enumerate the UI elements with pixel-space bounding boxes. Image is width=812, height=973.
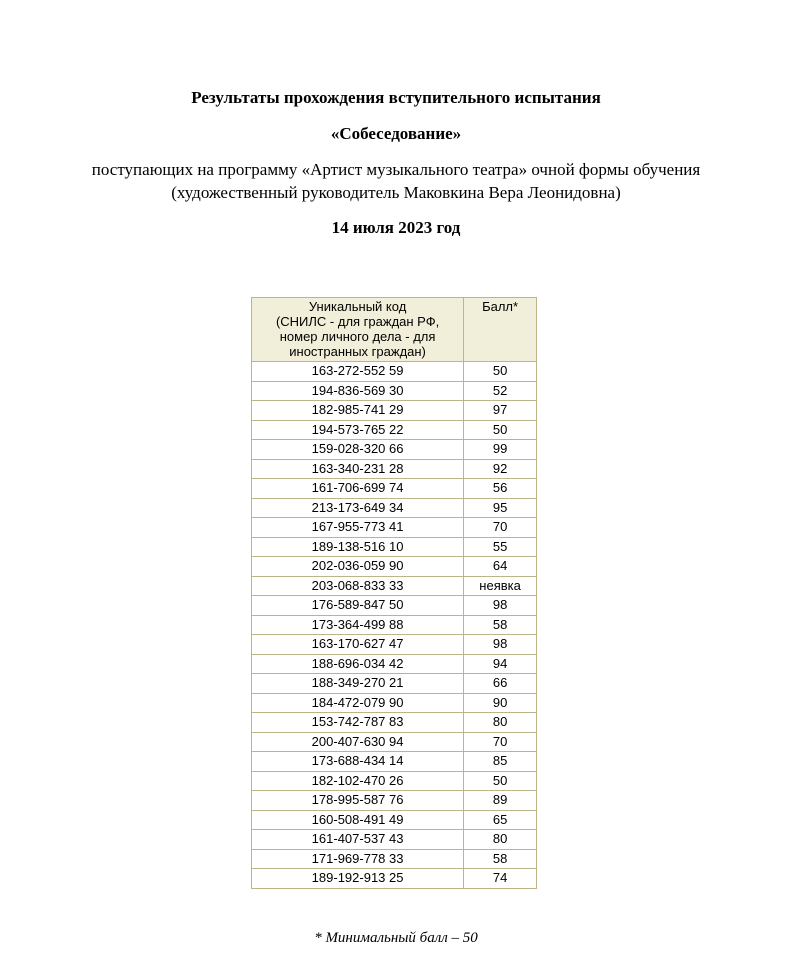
applicant-code-cell: 153-742-787 83 <box>252 713 464 733</box>
score-cell: 58 <box>464 615 537 635</box>
score-cell: 80 <box>464 713 537 733</box>
table-row <box>252 557 537 577</box>
applicant-code-cell: 176-589-847 50 <box>252 596 464 616</box>
header-code-line: (СНИЛС - для граждан РФ, <box>275 314 440 329</box>
table-row <box>252 849 537 869</box>
applicant-code-cell: 189-192-913 25 <box>252 869 464 889</box>
applicant-code-cell: 161-706-699 74 <box>252 479 464 499</box>
applicant-code-cell: 188-696-034 42 <box>252 654 464 674</box>
score-cell: 66 <box>464 674 537 694</box>
score-cell: 58 <box>464 849 537 869</box>
table-row <box>252 810 537 830</box>
score-cell: 74 <box>464 869 537 889</box>
score-cell: 50 <box>464 362 537 382</box>
score-cell: 80 <box>464 830 537 850</box>
table-row <box>252 537 537 557</box>
column-header-code <box>252 298 464 362</box>
score-cell: 65 <box>464 810 537 830</box>
applicant-code-cell: 173-688-434 14 <box>252 752 464 772</box>
table-row <box>252 635 537 655</box>
score-cell: 70 <box>464 732 537 752</box>
table-row <box>252 791 537 811</box>
applicant-code-cell: 171-969-778 33 <box>252 849 464 869</box>
table-row <box>252 596 537 616</box>
applicant-code-cell: 194-573-765 22 <box>252 420 464 440</box>
applicant-code-cell: 160-508-491 49 <box>252 810 464 830</box>
score-cell: 98 <box>464 596 537 616</box>
applicant-code-cell: 163-340-231 28 <box>252 459 464 479</box>
applicant-code-cell: 194-836-569 30 <box>252 381 464 401</box>
applicant-code-cell: 163-170-627 47 <box>252 635 464 655</box>
score-cell: 97 <box>464 401 537 421</box>
table-row <box>252 615 537 635</box>
score-cell: 94 <box>464 654 537 674</box>
program-subtitle: поступающих на программу «Артист музыкального театра» очной формы обучения <box>91 160 701 179</box>
score-cell: 52 <box>464 381 537 401</box>
table-row <box>252 752 537 772</box>
applicant-code-cell: 202-036-059 90 <box>252 557 464 577</box>
header-code-line: иностранных граждан) <box>289 344 426 359</box>
table-row <box>252 498 537 518</box>
score-cell: 70 <box>464 518 537 538</box>
applicant-code-cell: 203-068-833 33 <box>252 576 464 596</box>
table-row <box>252 479 537 499</box>
table-row <box>252 869 537 889</box>
table-row <box>252 440 537 460</box>
results-table-body <box>252 362 537 889</box>
results-table <box>251 297 537 889</box>
applicant-code-cell: 184-472-079 90 <box>252 693 464 713</box>
score-cell: 50 <box>464 420 537 440</box>
table-row <box>252 713 537 733</box>
applicant-code-cell: 167-955-773 41 <box>252 518 464 538</box>
header-code-line: Уникальный код <box>308 299 407 314</box>
score-cell: 92 <box>464 459 537 479</box>
score-cell: 89 <box>464 791 537 811</box>
applicant-code-cell: 182-985-741 29 <box>252 401 464 421</box>
document-title: Результаты прохождения вступительного испытания <box>191 88 601 107</box>
table-row <box>252 830 537 850</box>
minimum-score-footnote: * Минимальный балл – 50 <box>314 930 478 946</box>
table-row <box>252 674 537 694</box>
column-header-score: Балл* <box>464 298 537 362</box>
applicant-code-cell: 188-349-270 21 <box>252 674 464 694</box>
score-cell: 98 <box>464 635 537 655</box>
table-row <box>252 771 537 791</box>
table-row <box>252 576 537 596</box>
applicant-code-cell: 178-995-587 76 <box>252 791 464 811</box>
score-cell: 50 <box>464 771 537 791</box>
artistic-director: (художественный руководитель Маковкина Вера Леонидовна) <box>171 183 621 202</box>
table-header-row <box>252 298 537 362</box>
score-cell: 55 <box>464 537 537 557</box>
table-row <box>252 362 537 382</box>
table-row <box>252 459 537 479</box>
score-cell: неявка <box>464 576 537 596</box>
score-cell: 64 <box>464 557 537 577</box>
table-row <box>252 518 537 538</box>
exam-date: 14 июля 2023 год <box>331 218 461 237</box>
applicant-code-cell: 173-364-499 88 <box>252 615 464 635</box>
score-cell: 56 <box>464 479 537 499</box>
table-row <box>252 401 537 421</box>
exam-name: «Собеседование» <box>330 124 462 143</box>
score-cell: 99 <box>464 440 537 460</box>
score-cell: 95 <box>464 498 537 518</box>
table-row <box>252 693 537 713</box>
applicant-code-cell: 161-407-537 43 <box>252 830 464 850</box>
score-cell: 85 <box>464 752 537 772</box>
table-row <box>252 732 537 752</box>
table-row <box>252 420 537 440</box>
applicant-code-cell: 163-272-552 59 <box>252 362 464 382</box>
applicant-code-cell: 213-173-649 34 <box>252 498 464 518</box>
applicant-code-cell: 182-102-470 26 <box>252 771 464 791</box>
table-row <box>252 381 537 401</box>
applicant-code-cell: 159-028-320 66 <box>252 440 464 460</box>
applicant-code-cell: 200-407-630 94 <box>252 732 464 752</box>
table-row <box>252 654 537 674</box>
applicant-code-cell: 189-138-516 10 <box>252 537 464 557</box>
header-code-line: номер личного дела - для <box>279 329 436 344</box>
score-cell: 90 <box>464 693 537 713</box>
